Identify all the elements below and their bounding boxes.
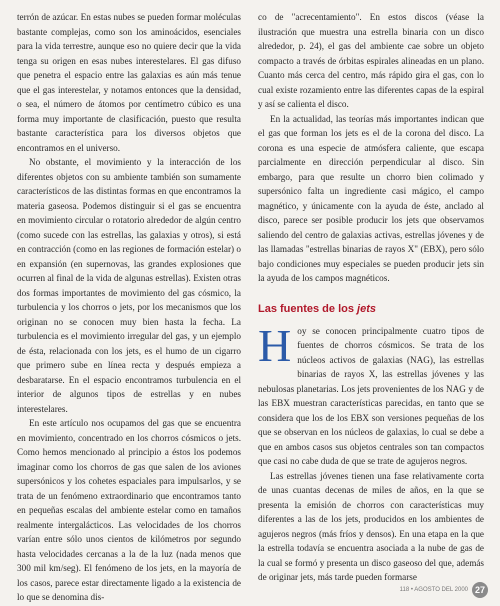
paragraph: terrón de azúcar. En estas nubes se pueden formar moléculas bastante complejas, como son los aminoácidos, esenciales para la vida terrestre, aunque eso no quiere decir que la vida tenga su origen en esas nubes interestelares. El gas difuso que penetra el espacio entre las galaxias es aún más tenue que el gas interestelar, y notamos entonces que la densidad, o sea, el número de átomos por centímetro cúbico es una forma muy importante de clasificación, puesto que resulta bastante característica para los diversos objetos que encontramos en el universo.	[17, 12, 241, 153]
section-heading-emphasis: jets	[357, 302, 376, 315]
section-heading	[258, 302, 484, 316]
paragraph: Las estrellas jóvenes tienen una fase relativamente corta de unas cuantas decenas de miles de años, en la que se presenta la emisión de chorros con características muy diferentes a las de los jets, producidos en los ambientes de agujeros negros (más fríos y densos). En una etapa en la que la estrella todavía se encuentra asociada a la nube de gas de la cual se formó y presenta un disco gaseoso del que, además de originar jets, más tarde pueden formarse	[258, 470, 484, 582]
right-column	[258, 10, 484, 585]
page-number: 27	[472, 582, 488, 598]
paragraph	[258, 319, 484, 469]
issue-label: 118 • AGOSTO DEL 2000	[399, 587, 468, 593]
section-heading-text: Las fuentes de los	[258, 302, 358, 315]
paragraph-text: oy se conocen principalmente cuatro tipos de fuentes de chorros cósmicos. Se trata de los núcleos activos de galaxias (NAG), las estrellas binarias de rayos X, las estrellas jóvenes y las nebulosas planetarias. Los jets provenientes de los NAG y de las EBX muestran características parecidas, en tanto que se considera que los de los EBX son versiones pequeñas de los que se observan en los núcleos de galaxias, lo cual se debe a que en ambos casos sus objetos centrales son tan compactos que casi no cabe duda de que se trate de agujeros negros.	[258, 325, 484, 466]
left-column	[17, 10, 241, 605]
drop-cap: H	[258, 319, 292, 371]
paragraph: co de "acrecentamiento". En estos discos (véase la ilustración que muestra una estrella binaria con un disco alrededor, p. 24), el gas del ambiente cae sobre un objeto compacto a través de órbitas espirales alineadas en un plano. Cuanto más cerca del centro, más rápido gira el gas, con lo cual existe rozamiento entre las diferentes capas de la espiral y así se calienta el disco.	[258, 12, 484, 109]
paragraph: En este artículo nos ocupamos del gas que se encuentra en movimiento, concentrado en los chorros cósmicos o jets. Como hemos mencionado al principio a éstos los podemos imaginar como los chorros de gas que salen de los aviones supersónicos y los cohetes espaciales para impulsarlos, y se trata de un fenómeno extraordinario que encontramos tanto en pequeñas escalas del ambiente estelar como en tamaños realmente intergalácticos. Las velocidades de los chorros varían entre sólo unos cientos de kilómetros por segundo hasta velocidades cercanas a la de la luz (nada menos que 300 mil km/seg). El fenómeno de los jets, en la mayoría de los casos, parece estar directamente ligado a la existencia de lo que se denomina dis-	[17, 418, 241, 602]
paragraph: En la actualidad, las teorías más importantes indican que el gas que forman los jets es el de la corona del disco. La corona es una especie de atmósfera caliente, que escapa parcialmente en dirección perpendicular al disco. Sin embargo, para que resulte un chorro bien colimado y supersónico falta un ingrediente casi mágico, el campo magnético, y únicamente con la ayuda de éste, anclado al disco, parece ser posible producir los jets que observamos saliendo del centro de galaxias activas, estrellas jóvenes y de las llamadas "estrellas binarias de rayos X" (EBX), pero sólo bajo condiciones muy especiales se pueden producir jets sin la ayuda de los campos magnéticos.	[258, 113, 484, 283]
page-footer	[400, 582, 488, 598]
paragraph: No obstante, el movimiento y la interacción de los diferentes objetos con su ambiente también son sumamente característicos de las distintas formas en que encontramos la materia gaseosa. Podemos distinguir si el gas se encuentra en movimiento circular o rotatorio alrededor de algún centro (como sucede con las estrellas, las galaxias y otros), si está en contracción (como en las regiones de formación estelar) o en expansión (en supernovas, las grandes explosiones que ocurren al final de la vida de algunas estrellas). Existen otras dos formas importantes de movimiento del gas cósmico, la turbulencia y los chorros o jets, por los mecanismos que los originan no se conocen muy bien hasta la fecha. La turbulencia es el movimiento irregular del gas, y un ejemplo de ésta, relacionada con los jets, es el humo de un cigarro que primero sube en línea recta y después empieza a desbaratarse. En el espacio encontramos turbulencia en el interior de algunos tipos de estrellas y en nubes interestelares.	[17, 157, 241, 414]
